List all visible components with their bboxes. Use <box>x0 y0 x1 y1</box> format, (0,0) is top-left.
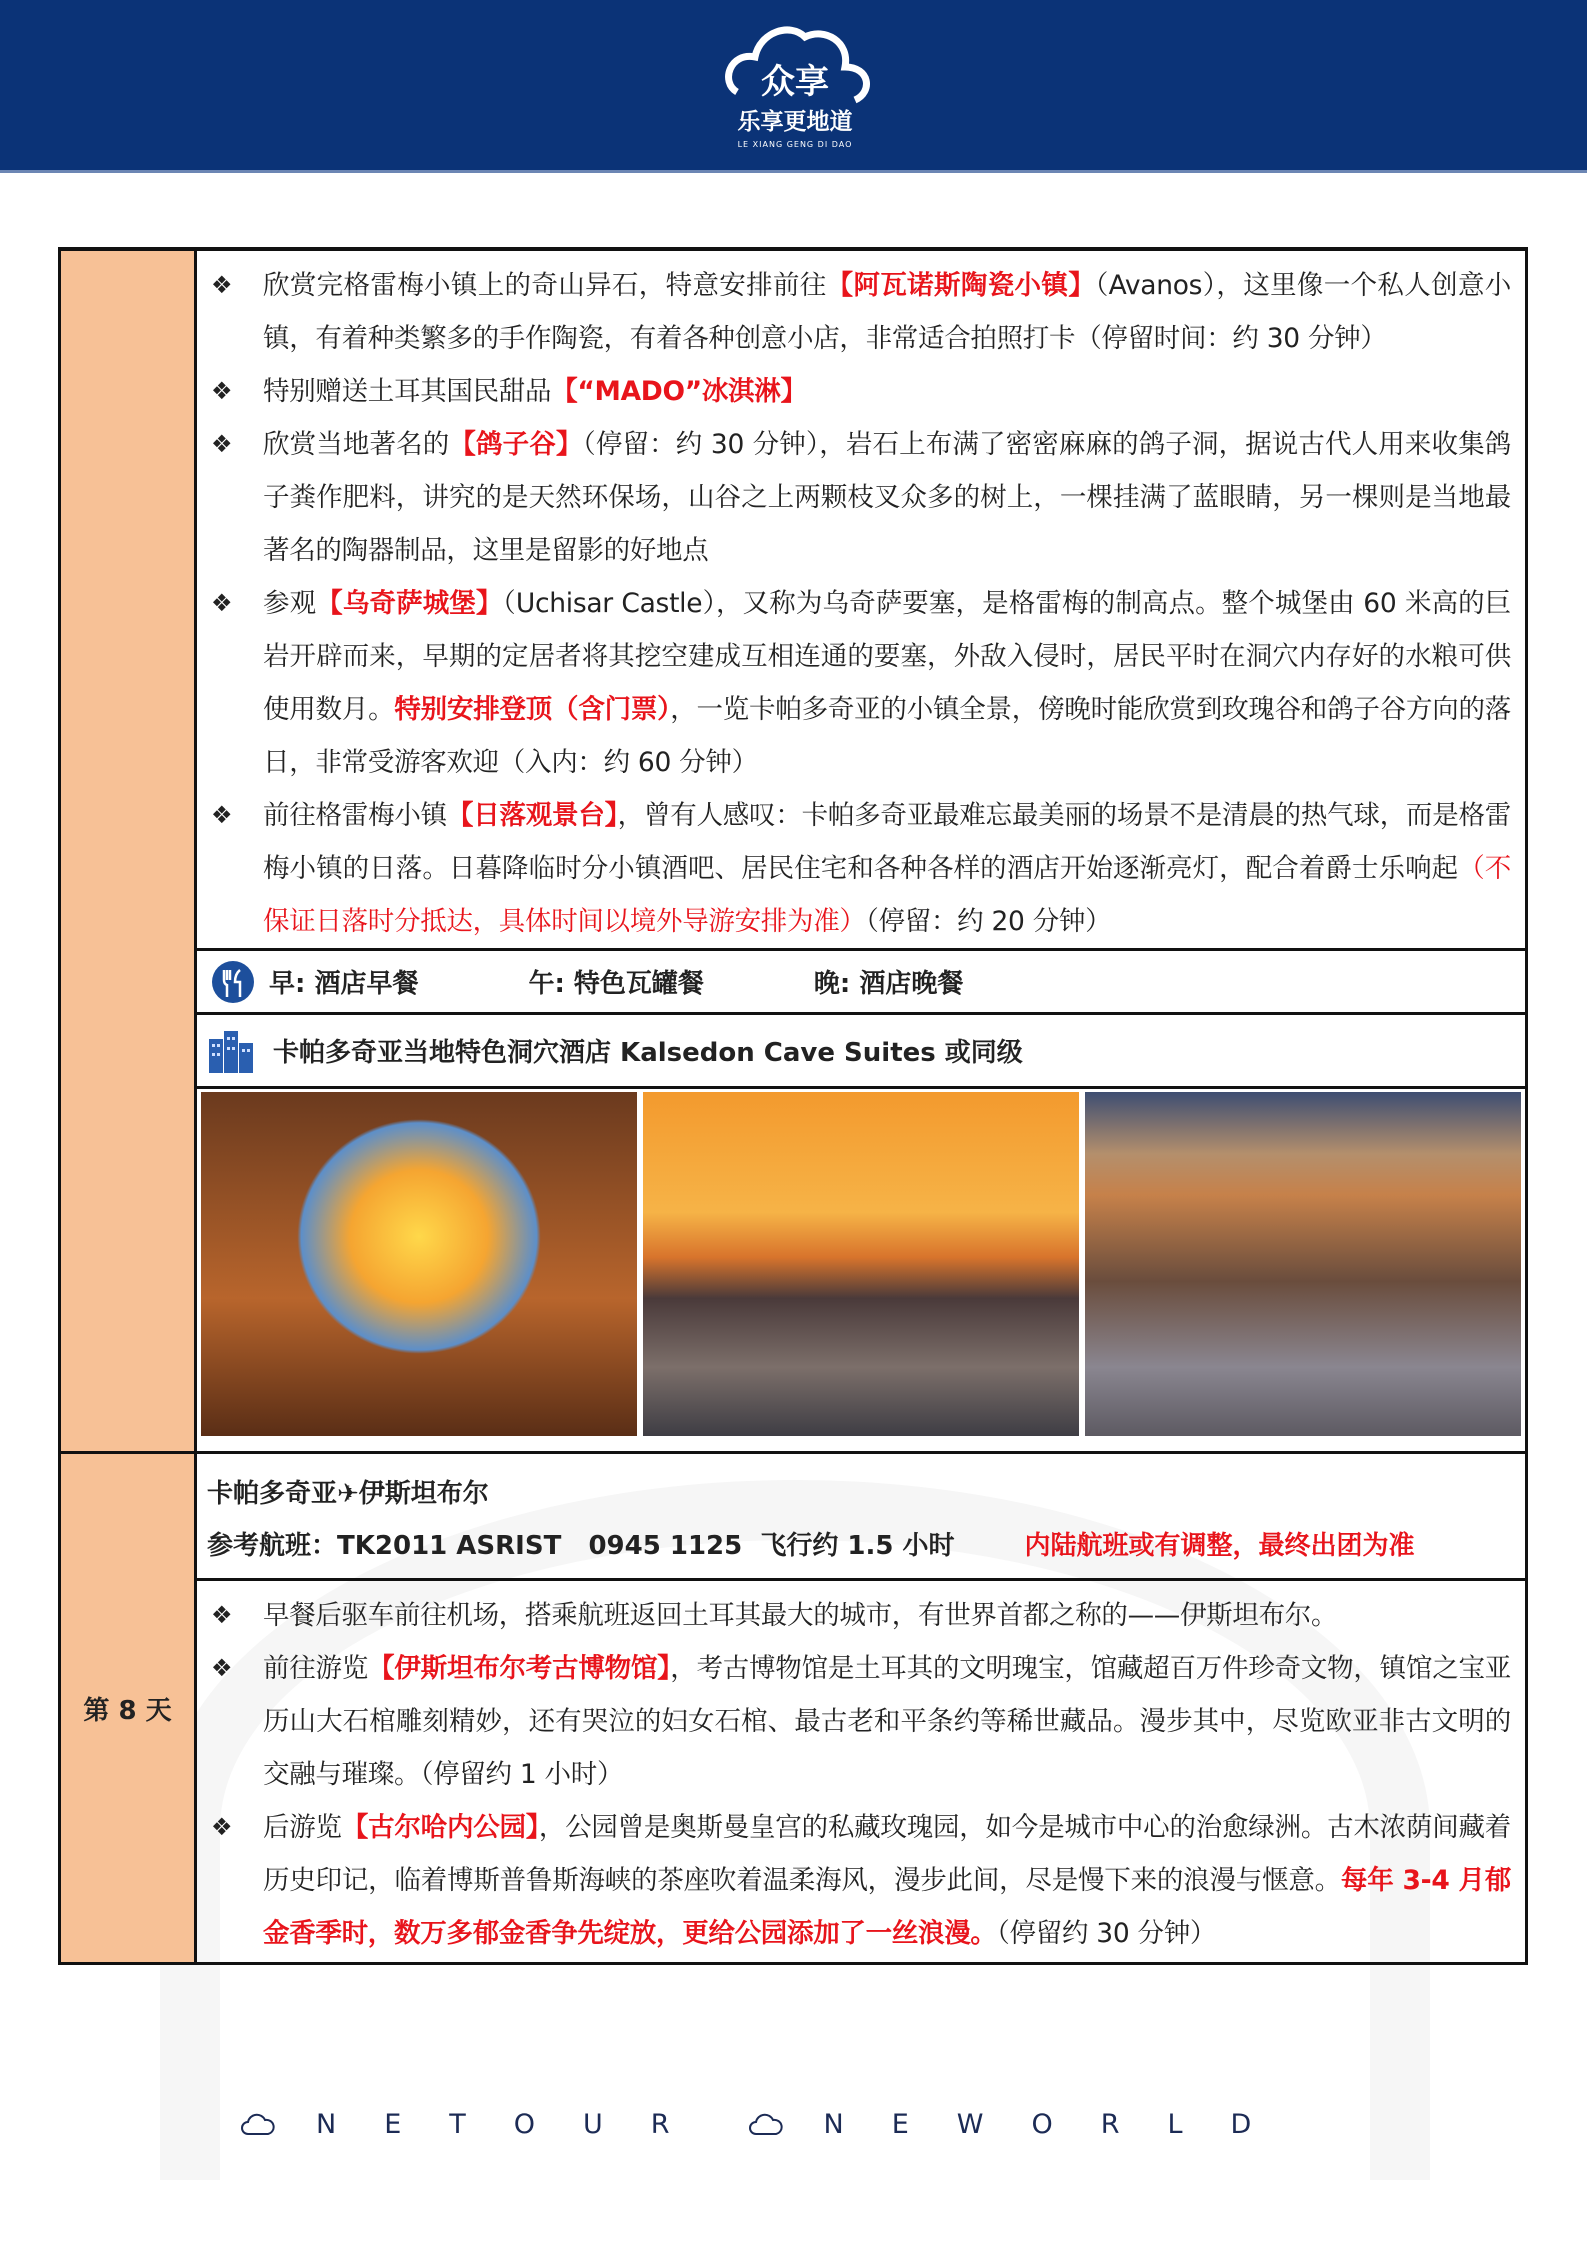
highlight-text: 【乌奇萨城堡】 <box>316 588 503 619</box>
highlight-text: 特别安排登顶（含门票） <box>394 694 671 725</box>
highlight-text: 【古尔哈内公园】 <box>341 1812 539 1843</box>
cloud-icon <box>240 2112 276 2138</box>
body-text: （Uchisar Castle），又称为乌奇萨要塞，是格雷梅的制高点。整个城堡由 60 米高的巨岩开辟而来，早期的定居者将其挖空建成互相连通的要塞，外敌入侵时，居民平时在洞穴内存好的水粮可供使用数月。 <box>263 588 1511 725</box>
day-label-cell: 第 8 天 <box>61 1454 197 1962</box>
activity-item <box>211 259 1511 365</box>
brand-logo: 众享 乐享更地道 LE XIANG GENG DI DAO <box>715 22 875 157</box>
lunch: 午: 特色瓦罐餐 <box>528 969 704 999</box>
day7-row <box>61 251 1525 1454</box>
body-text: （停留：约 30 分钟），岩石上布满了密密麻麻的鸽子洞，据说古代人用来收集鸽子粪作肥料，讲究的是天然环保场，山谷之上两颗枝叉众多的树上，一棵挂满了蓝眼睛，另一棵则是当地最著名的陶器制品，这里是留影的好地点 <box>263 429 1512 566</box>
activity-item <box>211 1642 1511 1801</box>
body-text: 参观 <box>263 588 317 619</box>
body-text: ，曾有人感叹：卡帕多奇亚最难忘最美丽的场景不是清晨的热气球，而是格雷梅小镇的日落。日暮降临时分小镇酒吧、居民住宅和各种各样的酒店开始逐渐亮灯，配合着爵士乐响起 <box>263 800 1512 884</box>
bullet-icon: ❖ <box>211 801 233 829</box>
dinner: 晚: 酒店晚餐 <box>813 969 964 999</box>
photo-uchisar-sunset <box>643 1092 1079 1436</box>
breakfast: 早: 酒店早餐 <box>269 969 419 999</box>
highlight-text: （不保证日落时分抵达，具体时间以境外导游安排为准） <box>263 853 1511 937</box>
utensils-icon <box>211 960 255 1004</box>
day-label-cell <box>61 251 197 1451</box>
bullet-icon: ❖ <box>211 430 233 458</box>
body-text: 后游览 <box>263 1812 342 1843</box>
meals-row <box>197 948 1525 1012</box>
day8-activity-list <box>197 1581 1525 1962</box>
bullet-icon: ❖ <box>211 1601 233 1629</box>
highlight-text: 【伊斯坦布尔考古博物馆】 <box>368 1653 671 1684</box>
day7-activity-list <box>197 251 1525 948</box>
activity-item <box>211 365 1511 418</box>
highlight-text: 【“MADO”冰淇淋】 <box>551 376 807 407</box>
activity-item <box>211 1589 1511 1642</box>
body-text: （Avanos），这里像一个私人创意小镇，有着种类繁多的手作陶瓷，有着各种创意小店，非常适合拍照打卡（停留时间：约 30 分钟） <box>263 270 1511 354</box>
bullet-icon: ❖ <box>211 271 233 299</box>
body-text: （停留：约 20 分钟） <box>865 906 1112 937</box>
body-text: 早餐后驱车前往机场，搭乘航班返回土耳其最大的城市，有世界首都之称的——伊斯坦布尔。 <box>263 1600 1338 1631</box>
bullet-icon: ❖ <box>211 1654 233 1682</box>
photo-balloons-cave <box>201 1092 637 1436</box>
body-text: 特别赠送土耳其国民甜品 <box>263 376 552 407</box>
flight-info: 参考航班：TK2011 ASRIST 0945 1125 飞行约 1.5 小时 <box>207 1531 955 1561</box>
highlight-text: 每年 3-4 月郁金香季时，数万多郁金香争先绽放，更给公园添加了一丝浪漫。 <box>263 1865 1511 1949</box>
day8-row <box>61 1454 1525 1962</box>
page-header <box>0 0 1587 173</box>
footer-netour: NETOUR <box>316 2109 718 2140</box>
bullet-icon: ❖ <box>211 589 233 617</box>
bullet-icon: ❖ <box>211 1813 233 1841</box>
activity-item <box>211 789 1511 948</box>
body-text: 前往格雷梅小镇 <box>263 800 447 831</box>
footer-slogan <box>240 2105 1587 2145</box>
activity-item <box>211 418 1511 577</box>
day8-header <box>197 1454 1525 1581</box>
highlight-text: 【日落观景台】 <box>446 800 618 831</box>
photo-goreme-night <box>1085 1092 1521 1436</box>
activity-item <box>211 577 1511 789</box>
bullet-icon: ❖ <box>211 377 233 405</box>
cloud-icon <box>748 2112 784 2138</box>
flight-note: 内陆航班或有调整，最终出团为准 <box>1024 1531 1415 1561</box>
body-text: （停留约 30 分钟） <box>996 1918 1217 1949</box>
body-text: 欣赏完格雷梅小镇上的奇山异石，特意安排前往 <box>263 270 827 301</box>
itinerary-table <box>58 247 1528 1965</box>
route-title: 卡帕多奇亚✈伊斯坦布尔 <box>207 1479 489 1509</box>
body-text: 前往游览 <box>263 1653 369 1684</box>
activity-item <box>211 1801 1511 1960</box>
highlight-text: 【鸽子谷】 <box>449 429 583 460</box>
hotel-name: 卡帕多奇亚当地特色洞穴酒店 Kalsedon Cave Suites 或同级 <box>273 1038 1023 1068</box>
body-text: ，考古博物馆是土耳其的文明瑰宝，馆藏超百万件珍奇文物，镇馆之宝亚历山大石棺雕刻精妙，还有哭泣的妇女石棺、最古老和平条约等稀世藏品。漫步其中，尽览欧亚非古文明的交融与璀璨。（停留约 1 小时） <box>263 1653 1511 1790</box>
hotel-building-icon <box>207 1029 255 1073</box>
photo-strip <box>197 1086 1525 1451</box>
body-text: ，一览卡帕多奇亚的小镇全景，傍晚时能欣赏到玫瑰谷和鸽子谷方向的落日，非常受游客欢迎（入内：约 60 分钟） <box>263 694 1512 778</box>
body-text: 欣赏当地著名的 <box>263 429 450 460</box>
hotel-row <box>197 1012 1525 1086</box>
highlight-text: 【阿瓦诺斯陶瓷小镇】 <box>826 270 1096 301</box>
footer-neworld: NEWORLD <box>823 2109 1300 2140</box>
body-text: ，公园曾是奥斯曼皇宫的私藏玫瑰园，如今是城市中心的治愈绿洲。古木浓荫间藏着历史印记，临着博斯普鲁斯海峡的茶座吹着温柔海风，漫步此间，尽是慢下来的浪漫与惬意。 <box>263 1812 1511 1896</box>
